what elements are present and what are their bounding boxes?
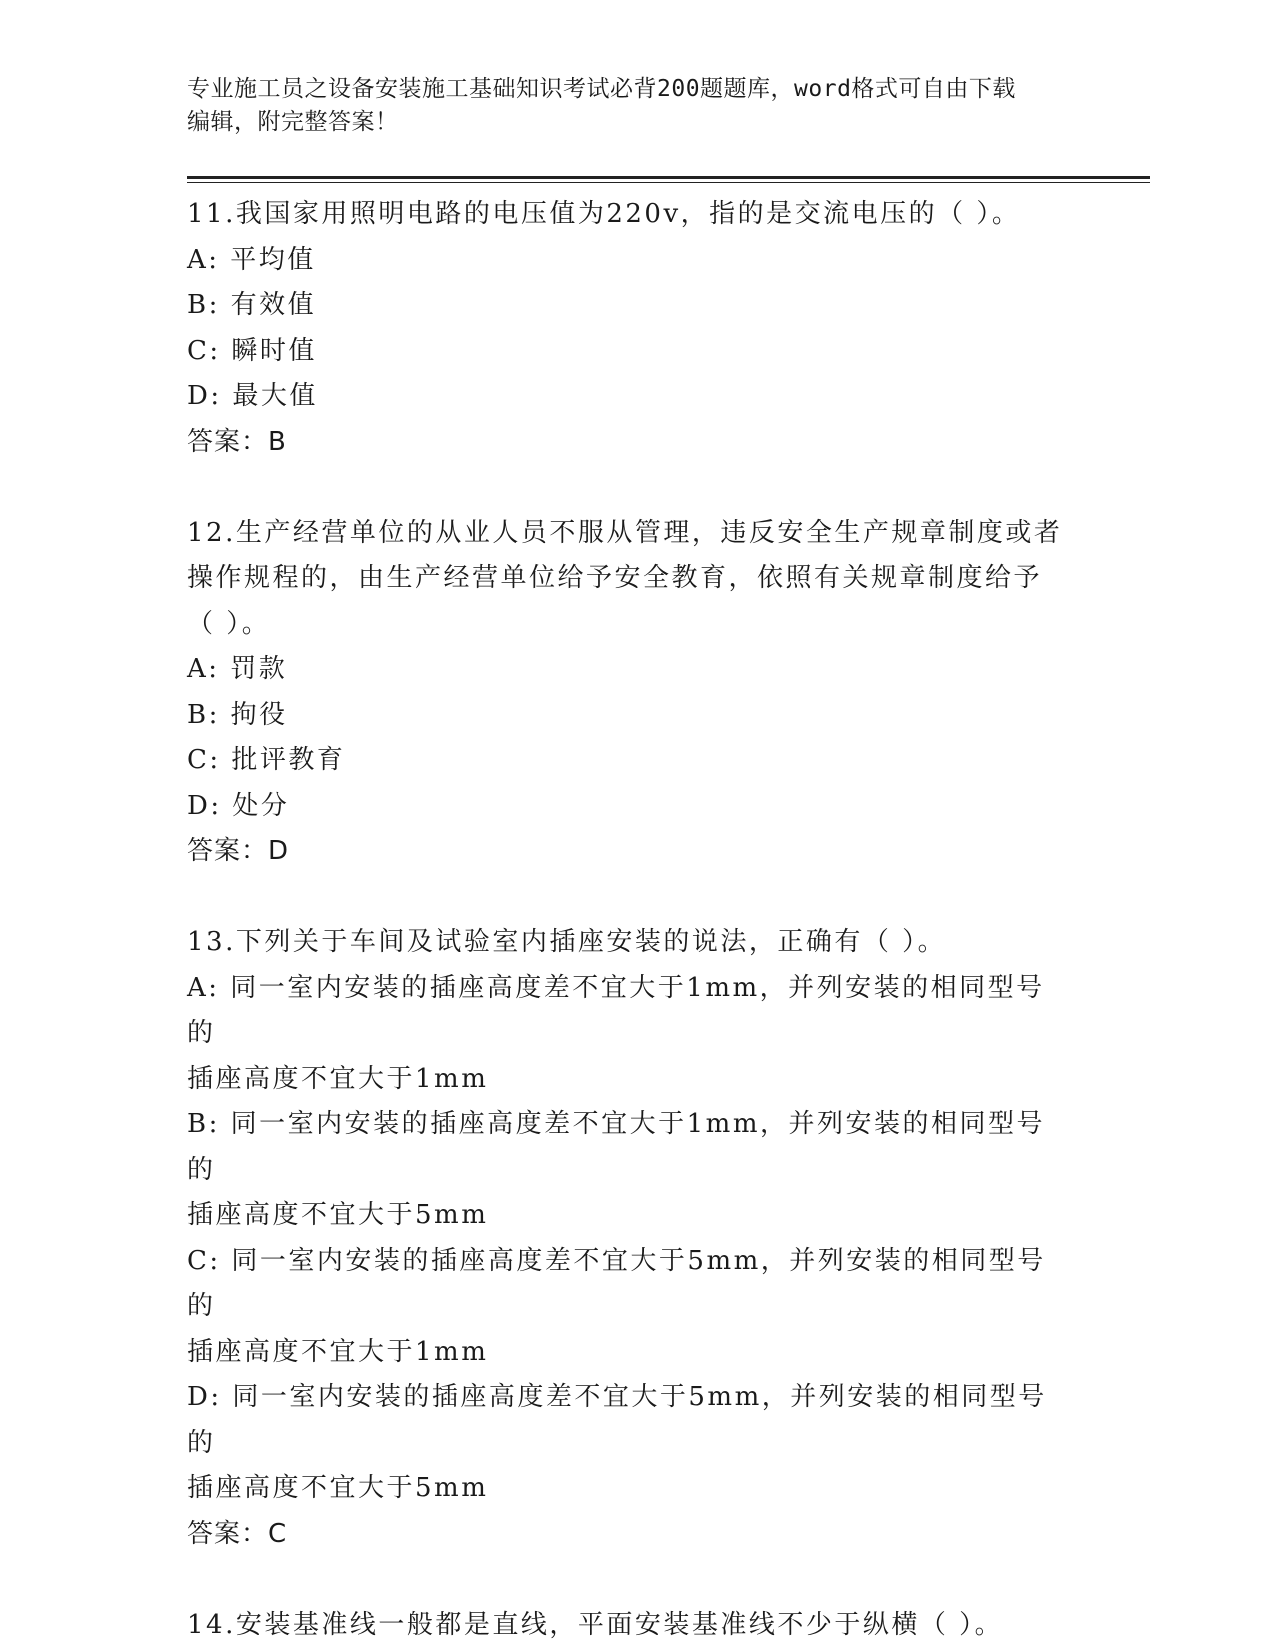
header-title-line-1: 专业施工员之设备安装施工基础知识考试必背200题题库，word格式可自由下载 [187, 76, 1016, 102]
option-line: B: 同一室内安装的插座高度差不宜大于1mm，并列安装的相同型号的 [187, 1109, 1045, 1185]
answer-line: 答案：C [187, 1518, 288, 1549]
header-divider-thick [187, 176, 1150, 179]
option-line: 插座高度不宜大于5mm [187, 1473, 489, 1503]
option-line: C: 同一室内安装的插座高度差不宜大于5mm，并列安装的相同型号的 [187, 1245, 1046, 1321]
option-line: 插座高度不宜大于1mm [187, 1063, 489, 1094]
option-line: D: 处分 [187, 790, 290, 821]
header-divider-thin [187, 182, 1150, 183]
option-line: B: 拘役 [187, 699, 288, 730]
answer-line: 答案：D [187, 836, 290, 866]
header-title-line-2: 编辑，附完整答案！ [187, 109, 399, 135]
option-line: C: 批评教育 [187, 745, 346, 775]
document-header [187, 73, 1067, 139]
question-spacer [187, 465, 1067, 511]
option-line: 插座高度不宜大于1mm [187, 1336, 489, 1367]
question-stem-line: 12.生产经营单位的从业人员不服从管理，违反安全生产规章制度或者 [187, 517, 1063, 548]
option-line: B: 有效值 [187, 290, 317, 320]
option-line: A: 罚款 [187, 654, 288, 684]
question-spacer [187, 875, 1067, 921]
question-spacer [187, 1557, 1067, 1603]
question-item [187, 1603, 1067, 1649]
option-line: 插座高度不宜大于5mm [187, 1200, 489, 1230]
option-line: A: 平均值 [187, 244, 316, 275]
question-stem-line: 操作规程的，由生产经营单位给予安全教育，依照有关规章制度给予 [187, 563, 1043, 593]
question-list [187, 192, 1067, 1648]
question-stem-line: 13.下列关于车间及试验室内插座安装的说法，正确有（ ）。 [187, 927, 947, 957]
question-item [187, 511, 1067, 875]
question-item [187, 920, 1067, 1557]
option-line: A: 同一室内安装的插座高度差不宜大于1mm，并列安装的相同型号的 [187, 972, 1045, 1048]
option-line: D: 同一室内安装的插座高度差不宜大于5mm，并列安装的相同型号的 [187, 1382, 1047, 1458]
question-stem-line: （ ）。 [187, 608, 271, 639]
option-line: D: 最大值 [187, 381, 318, 411]
option-line: C: 瞬时值 [187, 335, 317, 366]
answer-line: 答案：B [187, 426, 287, 457]
question-item [187, 192, 1067, 465]
question-stem-line: 11.我国家用照明电路的电压值为220v，指的是交流电压的（ ）。 [187, 199, 1021, 229]
question-stem-line: 14.安装基准线一般都是直线，平面安装基准线不少于纵横（ ）。 [187, 1609, 1004, 1640]
